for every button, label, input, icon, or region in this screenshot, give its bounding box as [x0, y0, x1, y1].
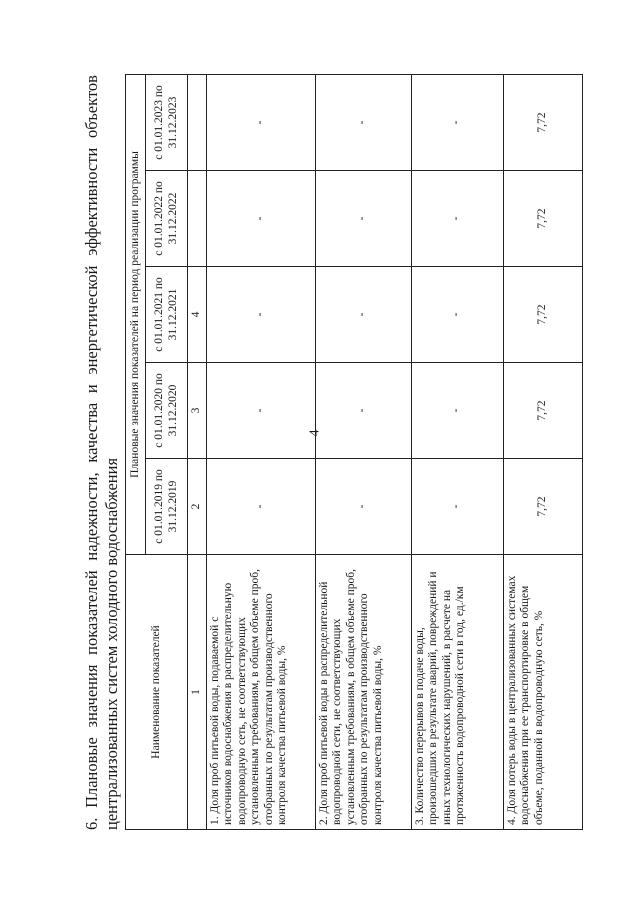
heading-word: энергетической: [82, 265, 101, 375]
heading-line-2: централизованных систем холодного водоснабжения: [102, 457, 121, 830]
indicator-value: -: [315, 75, 411, 171]
column-number: 3: [188, 363, 207, 459]
plan-values-header: Плановые значения показателей на период реализации программы: [126, 75, 146, 555]
heading-word: значения: [82, 664, 101, 728]
column-number: 4: [188, 267, 207, 363]
column-number: 2: [188, 459, 207, 555]
indicator-name: 2. Доля проб питьевой воды в распределительной водопроводной сети, не соответствующих установленным требованиям, в общем объеме проб, отобранных по результатам производственного контроля качества питьевой воды, %: [315, 555, 411, 830]
indicator-value: -: [206, 363, 315, 459]
period-header: с 01.01.2020 по 31.12.2020: [146, 363, 188, 459]
indicator-value: 7,72: [503, 75, 582, 171]
indicators-table: [125, 74, 583, 830]
indicator-value: -: [206, 75, 315, 171]
heading-word: эффективности: [82, 147, 101, 256]
indicator-value: -: [315, 363, 411, 459]
heading-word: объектов: [82, 75, 101, 138]
indicator-name: 3. Количество перерывов в подаче воды, произошедших в результате аварий, повреждений и иных технологических нарушений, в расчете на протяженность водопроводной сети в год, ед./км: [411, 555, 503, 830]
column-number: 1: [188, 555, 207, 830]
indicator-value: -: [206, 171, 315, 267]
heading-word: 6.: [82, 817, 101, 830]
indicator-value: -: [206, 459, 315, 555]
indicator-value: -: [411, 75, 503, 171]
indicator-name-header: Наименование показателей: [126, 555, 188, 830]
indicator-value: -: [315, 171, 411, 267]
heading-word: качества: [82, 402, 101, 463]
indicator-value: 7,72: [503, 363, 582, 459]
indicator-value: 7,72: [503, 267, 582, 363]
rotated-page-content: [82, 75, 560, 830]
indicator-value: -: [315, 267, 411, 363]
heading-line-1: [82, 75, 102, 830]
heading-word: показателей: [82, 570, 101, 655]
indicator-value: 7,72: [503, 459, 582, 555]
indicator-name: 1. Доля проб питьевой воды, подаваемой с источников водоснабжения в распределительную водопроводную сеть, не соответствующих установленным требованиям, в общем объеме проб, отобранных по результатам производственного контроля качества питьевой воды, %: [206, 555, 315, 830]
indicator-value: -: [411, 363, 503, 459]
heading-word: и: [82, 384, 101, 394]
period-header: с 01.01.2023 по 31.12.2023: [146, 75, 188, 171]
table-row: [315, 75, 411, 830]
section-heading: [82, 75, 122, 830]
period-header: с 01.01.2021 по 31.12.2021: [146, 267, 188, 363]
indicator-value: -: [206, 267, 315, 363]
period-header: с 01.01.2019 по 31.12.2019: [146, 459, 188, 555]
heading-word: надежности,: [82, 472, 101, 561]
heading-word: Плановые: [82, 737, 101, 808]
period-header: с 01.01.2022 по 31.12.2022: [146, 171, 188, 267]
table-row: [503, 75, 582, 830]
indicator-name: 4. Доля потерь воды в централизованных системах водоснабжения при ее транспортировке в общем объеме, поданной в водопроводную сеть, %: [503, 555, 582, 830]
table-row: [411, 75, 503, 830]
indicator-value: -: [411, 171, 503, 267]
indicator-value: 7,72: [503, 171, 582, 267]
column-number: [188, 171, 207, 267]
table-row: [206, 75, 315, 830]
column-number: [188, 75, 207, 171]
indicator-value: -: [411, 459, 503, 555]
indicator-value: -: [411, 267, 503, 363]
page-number: 4: [307, 429, 323, 437]
indicator-value: -: [315, 459, 411, 555]
